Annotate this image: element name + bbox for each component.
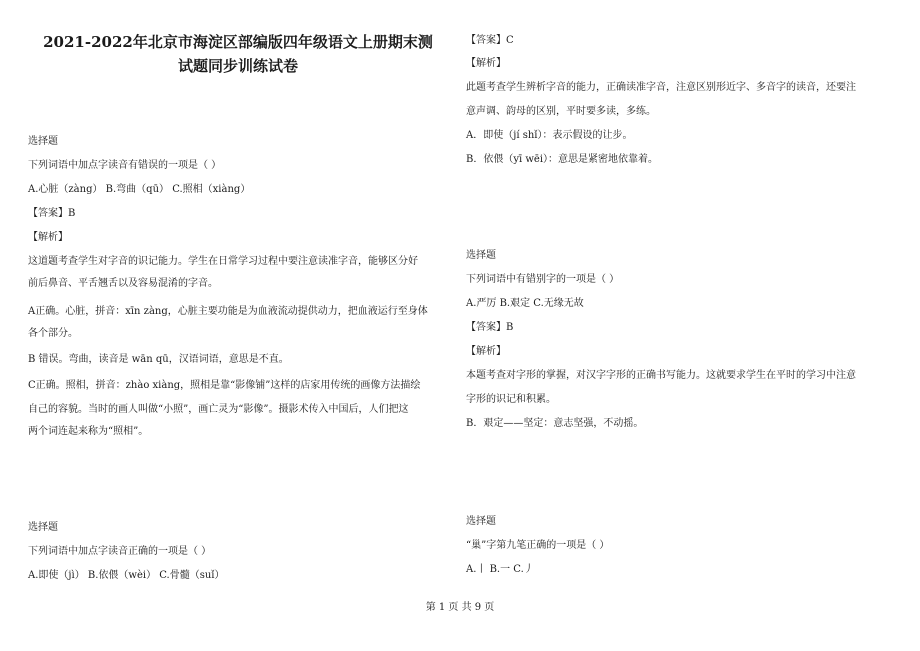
q1-analysis-line: 自己的容貌。当时的画人叫做“小照”，画亡灵为“影像”。摄影术传入中国后，人们把这 [28, 404, 409, 415]
q2-question: 下列词语中加点字读音正确的一项是（ ） [28, 546, 212, 557]
q1-options: A.心脏（zàng） B.弯曲（qū） C.照相（xiàng） [28, 184, 251, 195]
q3-type: 选择题 [466, 250, 496, 261]
q3-analysis-line: B．艰定——坚定：意志坚强，不动摇。 [466, 418, 644, 429]
q2-analysis-label: 【解析】 [466, 58, 506, 69]
q2-analysis-line: 意声调、韵母的区别，平时要多读，多练。 [466, 106, 656, 117]
q2-options: A.即使（jì） B.依偎（wèi） C.骨髓（suǐ） [28, 570, 225, 581]
q1-analysis-line: 两个词连起来称为“照相”。 [28, 426, 149, 437]
document-title [28, 30, 448, 78]
q2-type: 选择题 [28, 522, 58, 533]
q3-options: A.严厉 B.艰定 C.无缘无故 [466, 298, 584, 309]
title-line-1: 2021-2022年北京市海淀区部编版四年级语文上册期末测 [43, 33, 433, 51]
q3-analysis-label: 【解析】 [466, 346, 506, 357]
q1-analysis-label: 【解析】 [28, 232, 68, 243]
q1-type: 选择题 [28, 136, 58, 147]
page-footer: 第 1 页 共 9 页 [425, 602, 495, 613]
q4-type: 选择题 [466, 516, 496, 527]
q2-analysis-line: 此题考查学生辨析字音的能力，正确读准字音，注意区别形近字、多音字的读音，还要注 [466, 82, 856, 93]
q3-answer: 【答案】B [466, 322, 514, 333]
title-line-2: 试题同步训练试卷 [177, 57, 298, 75]
q1-analysis-line: 这道题考查学生对字音的识记能力。学生在日常学习过程中要注意读准字音，能够区分好 [28, 256, 418, 267]
q1-analysis-line: B 错误。弯曲，读音是 wān qū，汉语词语，意思是不直。 [28, 354, 289, 365]
q3-question: 下列词语中有错别字的一项是（ ） [466, 274, 620, 285]
q2-analysis-line: B．依偎（yī wēi）：意思是紧密地依靠着。 [466, 154, 659, 165]
q1-analysis-line: 前后鼻音、平舌翘舌以及容易混淆的字音。 [28, 278, 218, 289]
q1-answer: 【答案】B [28, 208, 76, 219]
q1-analysis-line: C正确。照相，拼音：zhào xiàng，照相是靠“影像铺”这样的店家用传统的画像方法描绘 [28, 380, 421, 391]
q4-question: “巢”字第九笔正确的一项是（ ） [466, 540, 610, 551]
q3-analysis-line: 本题考查对字形的掌握，对汉字字形的正确书写能力。这就要求学生在平时的学习中注意 [466, 370, 856, 381]
q2-analysis-line: A．即使（jí shǐ）：表示假设的让步。 [466, 130, 633, 141]
q2-answer: 【答案】C [466, 35, 514, 46]
q1-question: 下列词语中加点字读音有错误的一项是（ ） [28, 160, 222, 171]
q1-analysis-line: 各个部分。 [28, 328, 78, 339]
q1-analysis-line: A正确。心脏，拼音：xīn zàng，心脏主要功能是为血液流动提供动力，把血液运行至身体 [28, 306, 428, 317]
q3-analysis-line: 字形的识记和积累。 [466, 394, 556, 405]
q4-options: A.丨 B.一 C.丿 [466, 564, 534, 575]
